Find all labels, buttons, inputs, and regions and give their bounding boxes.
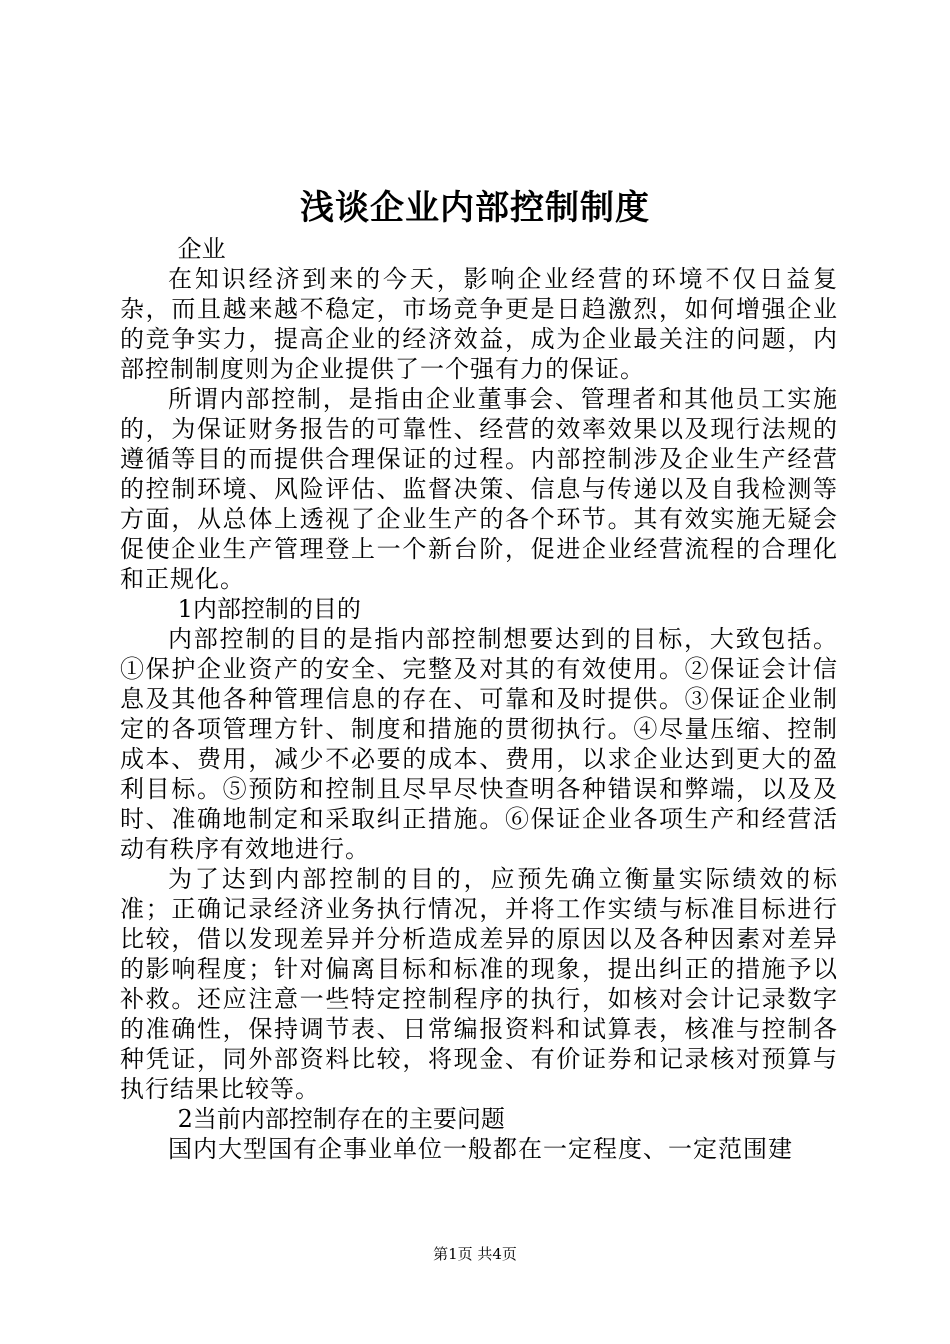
section-heading-1: 1内部控制的目的 <box>177 595 361 623</box>
paragraph-definition: 所谓内部控制，是指由企业董事会、管理者和其他员工实施的，为保证财务报告的可靠性、经营的效率效果以及现行法规的遵循等目的而提供合理保证的过程。内部控制涉及企业生产经营的控制环境、风险评估、监督决策、信息与传递以及自我检测等方面，从总体上透视了企业生产的各个环节。其有效实施无疑会促使企业生产管理登上一个新台阶，促进企业经营流程的合理化和正规化。 <box>120 385 838 593</box>
paragraph-objectives: 内部控制的目的是指内部控制想要达到的目标，大致包括。①保护企业资产的安全、完整及对其的有效使用。②保证会计信息及其他各种管理信息的存在、可靠和及时提供。③保证企业制定的各项管理方针、制度和措施的贯彻执行。④尽量压缩、控制成本、费用，减少不必要的成本、费用，以求企业达到更大的盈利目标。⑤预防和控制且尽早尽快查明各种错误和弊端，以及及时、准确地制定和采取纠正措施。⑥保证企业各项生产和经营活动有秩序有效地进行。 <box>120 625 838 863</box>
section-label: 企业 <box>177 235 226 263</box>
page-footer: 第1页 共4页 <box>433 1245 517 1263</box>
paragraph-problems: 国内大型国有企事业单位一般都在一定程度、一定范围建 <box>168 1135 793 1163</box>
paragraph-measures: 为了达到内部控制的目的，应预先确立衡量实际绩效的标准；正确记录经济业务执行情况，并将工作实绩与标准目标进行比较，借以发现差异并分析造成差异的原因以及各种因素对差异的影响程度；针对偏离目标和标准的现象，提出纠正的措施予以补救。还应注意一些特定控制程序的执行，如核对会计记录数字的准确性，保持调节表、日常编报资料和试算表，核准与控制各种凭证，同外部资料比较，将现金、有价证券和记录核对预算与执行结果比较等。 <box>120 865 838 1103</box>
document-body <box>120 234 838 1164</box>
paragraph-intro: 在知识经济到来的今天，影响企业经营的环境不仅日益复杂，而且越来越不稳定，市场竞争更是日趋激烈，如何增强企业的竞争实力，提高企业的经济效益，成为企业最关注的问题，内部控制制度则为企业提供了一个强有力的保证。 <box>120 265 838 383</box>
section-heading-2: 2当前内部控制存在的主要问题 <box>177 1105 505 1133</box>
document-title: 浅谈企业内部控制制度 <box>300 188 650 228</box>
